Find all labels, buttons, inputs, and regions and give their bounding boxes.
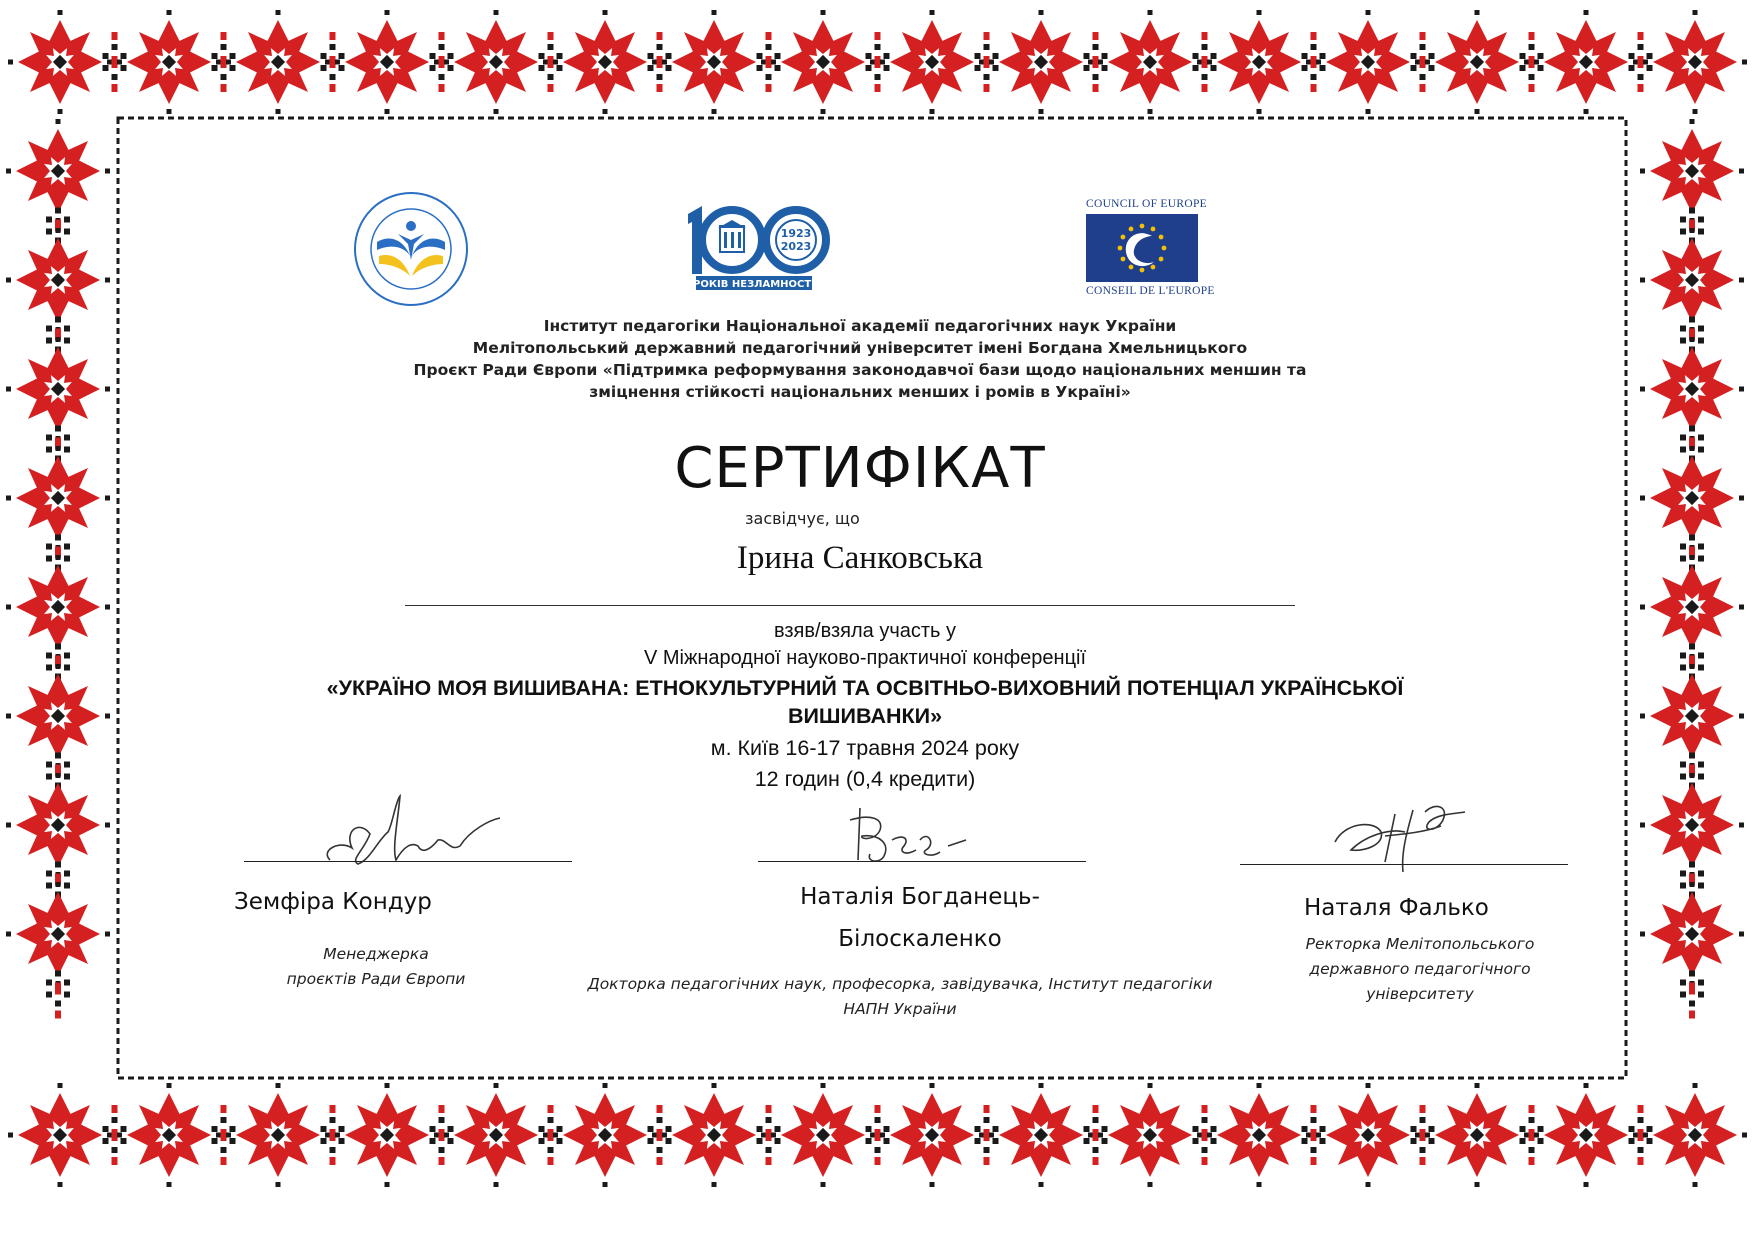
border-motif (226, 1083, 330, 1187)
border-motif (662, 1083, 766, 1187)
border-motif (771, 10, 875, 114)
border-motif (1316, 10, 1420, 114)
coe-top-text: COUNCIL OF EUROPE (1086, 198, 1207, 210)
signature-1 (300, 790, 510, 870)
border-motif (1098, 1083, 1202, 1187)
council-of-europe-icon (1086, 214, 1198, 282)
signature-line-1 (244, 861, 572, 862)
header-line-1: Інститут педагогіки Національної академії педагогічних наук України (543, 317, 1177, 335)
border-separator (212, 1105, 236, 1165)
border-motif (444, 1083, 548, 1187)
eu-star (1129, 227, 1134, 232)
border-separator (212, 32, 236, 92)
border-motif (1643, 10, 1747, 114)
border-separator (648, 32, 672, 92)
border-motif (1316, 1083, 1420, 1187)
border-motif (1640, 446, 1744, 550)
border-motif (1640, 664, 1744, 768)
border-motif (989, 10, 1093, 114)
institute-of-pedagogy-seal-icon (352, 190, 470, 308)
signatory-2-name-line-2: Білоскаленко (838, 926, 1002, 952)
border-motif (1643, 1083, 1747, 1187)
signature-3 (1325, 792, 1475, 882)
border-motif (335, 10, 439, 114)
border-motif (1640, 119, 1744, 223)
border-motif (1640, 882, 1744, 986)
signatory-1-role-line-1: Менеджерка (323, 945, 429, 963)
border-separator (1302, 1105, 1326, 1165)
border-separator (757, 1105, 781, 1165)
signature-line-2 (758, 861, 1086, 862)
border-separator (430, 32, 454, 92)
eu-star (1151, 265, 1156, 270)
border-separator (1411, 1105, 1435, 1165)
border-separator (321, 1105, 345, 1165)
recipient-underline (405, 605, 1295, 606)
eu-star (1129, 265, 1134, 270)
border-motif (553, 10, 657, 114)
border-separator (1520, 32, 1544, 92)
border-motif (6, 555, 110, 659)
eu-star (1151, 227, 1156, 232)
hours-credits: 12 годин (0,4 кредити) (754, 767, 976, 791)
topic-line-2: ВИШИВАНКИ» (787, 704, 943, 728)
eu-star (1159, 235, 1164, 240)
signatory-3-role-line-3: університету (1366, 985, 1474, 1003)
eu-star (1140, 268, 1145, 273)
border-motif (6, 664, 110, 768)
border-motif (6, 337, 110, 441)
border-motif (6, 882, 110, 986)
border-separator (539, 32, 563, 92)
border-separator (103, 1105, 127, 1165)
border-separator (1629, 1105, 1653, 1165)
signatory-2-role-line-1: Докторка педагогічних наук, професорка, завідувачка, Інститут педагогіки (587, 975, 1213, 993)
place-date: м. Київ 16-17 травня 2024 року (710, 736, 1020, 760)
eu-star (1121, 257, 1126, 262)
header-line-2: Мелітопольський державний педагогічний університет імені Богдана Хмельницького (472, 339, 1248, 357)
border-separator (1302, 32, 1326, 92)
border-separator (866, 1105, 890, 1165)
eu-star (1140, 224, 1145, 229)
signatory-3-role-line-1: Ректорка Мелітопольського (1305, 935, 1535, 953)
border-motif (553, 1083, 657, 1187)
border-motif (880, 10, 984, 114)
signatory-2-role-line-2: НАПН України (843, 1000, 957, 1018)
coe-bottom-text: CONSEIL DE L'EUROPE (1086, 285, 1215, 297)
university-100-years-logo (684, 204, 832, 292)
border-separator (1084, 1105, 1108, 1165)
border-separator (1520, 1105, 1544, 1165)
border-motif (1098, 10, 1202, 114)
border-motif (1534, 10, 1638, 114)
border-motif (6, 119, 110, 223)
border-motif (226, 10, 330, 114)
signatory-2-name-line-1: Наталія Богданець- (800, 884, 1040, 910)
border-separator (648, 1105, 672, 1165)
svg-text:2023: 2023 (780, 240, 812, 253)
conference-text: V Міжнародної науково-практичної конференції (643, 647, 1087, 669)
eu-star (1159, 257, 1164, 262)
border-separator (757, 32, 781, 92)
certificate-title: СЕРТИФІКАТ (674, 436, 1046, 501)
border-motif (880, 1083, 984, 1187)
eu-star (1121, 235, 1126, 240)
organizers-header (330, 315, 1390, 403)
eu-star (1118, 246, 1123, 251)
recipient-name: Ірина Санковська (736, 540, 984, 576)
conference-topic (210, 674, 1520, 730)
border-motif (335, 1083, 439, 1187)
border-motif (6, 773, 110, 877)
council-of-europe-logo (1086, 198, 1215, 298)
border-separator (321, 32, 345, 92)
institute-of-pedagogy-logo (352, 190, 470, 308)
signatory-1-name: Земфіра Кондур (234, 889, 432, 915)
signatory-2-role (525, 972, 1275, 1022)
border-separator (866, 32, 890, 92)
border-motif (6, 228, 110, 332)
border-motif (1640, 228, 1744, 332)
signatory-3-name: Наталя Фалько (1304, 895, 1489, 921)
border-motif (662, 10, 766, 114)
signatory-3-role-line-2: державного педагогічного (1309, 960, 1531, 978)
signatory-1-role-line-2: проєктів Ради Європи (286, 970, 466, 988)
signatory-1-role (250, 942, 502, 992)
border-separator (1629, 32, 1653, 92)
svg-text:1923: 1923 (780, 227, 812, 240)
border-separator (539, 1105, 563, 1165)
border-separator (430, 1105, 454, 1165)
border-motif (6, 446, 110, 550)
header-line-4: зміцнення стійкості національних менших і ромів в Україні» (589, 383, 1131, 401)
border-separator (1411, 32, 1435, 92)
border-motif (8, 1083, 112, 1187)
border-motif (1640, 337, 1744, 441)
participated-text: взяв/взяла участь у (773, 620, 956, 642)
border-separator (1193, 32, 1217, 92)
signature-line-3 (1240, 864, 1568, 865)
topic-line-1: «УКРАЇНО МОЯ ВИШИВАНА: ЕТНОКУЛЬТУРНИЙ ТА ОСВІТНЬО-ВИХОВНИЙ ПОТЕНЦІАЛ УКРАЇНСЬКОЇ (326, 676, 1404, 700)
border-motif (444, 10, 548, 114)
border-motif (1425, 1083, 1529, 1187)
border-motif (1207, 10, 1311, 114)
border-motif (8, 10, 112, 114)
border-separator (1084, 32, 1108, 92)
border-motif (1640, 773, 1744, 877)
header-line-3: Проєкт Ради Європи «Підтримка реформування законодавчої бази щодо національних меншин та (413, 361, 1307, 379)
border-motif (1425, 10, 1529, 114)
signatory-2-name (740, 876, 1100, 960)
border-separator (975, 32, 999, 92)
signature-2 (840, 800, 980, 870)
border-motif (1207, 1083, 1311, 1187)
border-motif (771, 1083, 875, 1187)
border-motif (117, 1083, 221, 1187)
eu-star (1162, 246, 1167, 251)
border-motif (117, 10, 221, 114)
border-separator (103, 32, 127, 92)
border-motif (1640, 555, 1744, 659)
certifies-text: засвідчує, що (745, 509, 860, 528)
logo-caption: РОКІВ НЕЗЛАМНОСТІ (693, 279, 815, 290)
university-100-years-icon (684, 204, 832, 292)
border-motif (1534, 1083, 1638, 1187)
border-motif (989, 1083, 1093, 1187)
signatory-3-role (1270, 932, 1570, 1007)
border-separator (975, 1105, 999, 1165)
border-separator (1193, 1105, 1217, 1165)
